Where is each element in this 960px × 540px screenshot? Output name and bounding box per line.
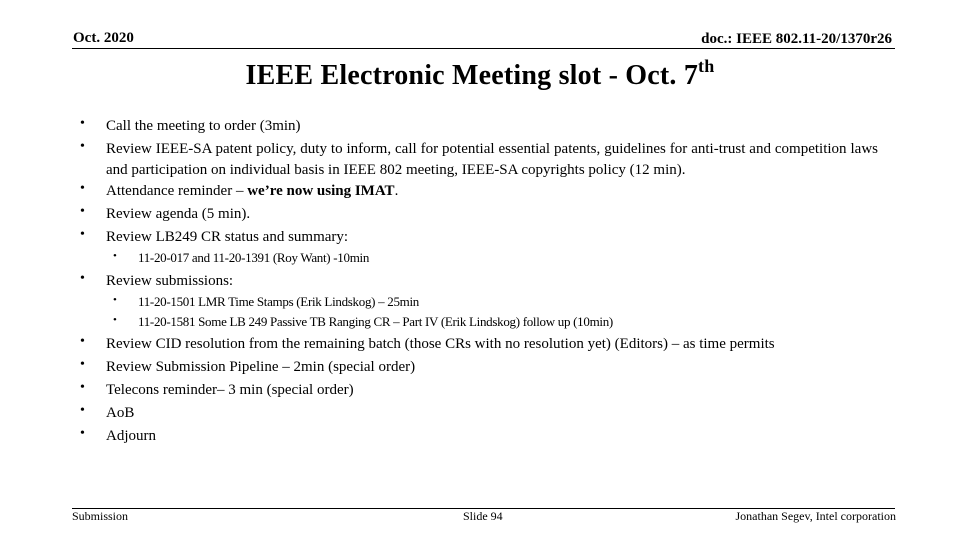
attendance-suffix: . [394, 183, 399, 199]
slide-title-text: IEEE Electronic Meeting slot - Oct. 7 [245, 60, 699, 91]
bullet-icon: • [80, 271, 85, 286]
bullet-icon: • [80, 380, 85, 395]
bullet-icon: • [80, 139, 85, 154]
footer-author: Jonathan Segev, Intel corporation [735, 509, 896, 523]
agenda-item-text [106, 181, 878, 202]
header-date: Oct. 2020 [73, 30, 134, 46]
agenda-subitem-text: 11-20-1581 Some LB 249 Passive TB Ranging CR – Part IV (Erik Lindskog) follow up (10min) [138, 314, 613, 329]
agenda-item-text: Review IEEE-SA patent policy, duty to inform, call for potential essential patents, guidelines for anti-trust and competition laws and participation on individual basis in IEEE 802 meeting, IEEE-SA copyrights policy (12 min). [106, 141, 878, 178]
bullet-icon: • [80, 204, 85, 219]
slide-title-superscript: th [698, 56, 715, 76]
bullet-icon: • [80, 181, 85, 196]
agenda-subitem-text: 11-20-1501 LMR Time Stamps (Erik Lindskog) – 25min [138, 294, 419, 309]
bullet-icon: • [80, 357, 85, 372]
bullet-icon: • [80, 334, 85, 349]
agenda-item-text: Review LB249 CR status and summary: [106, 229, 349, 245]
agenda-item-text: Review CID resolution from the remaining batch (those CRs with no resolution yet) (Editors) – as time permits [106, 336, 775, 352]
header-doc-id: doc.: IEEE 802.11-20/1370r26 [701, 31, 892, 47]
footer-slide-number: Slide 94 [463, 509, 503, 523]
bullet-icon: • [80, 403, 85, 418]
agenda-item-text: AoB [106, 405, 135, 421]
agenda-item-text: Review submissions: [106, 273, 234, 289]
agenda-subitem-text: 11-20-017 and 11-20-1391 (Roy Want) -10min [138, 250, 370, 265]
attendance-emphasis: we’re now using IMAT [247, 183, 395, 199]
bullet-icon: • [113, 314, 117, 326]
agenda-item-text: Telecons reminder– 3 min (special order) [106, 382, 354, 398]
bullet-icon: • [80, 227, 85, 242]
agenda-item-text: Call the meeting to order (3min) [106, 118, 301, 134]
bullet-icon: • [80, 426, 85, 441]
bullet-icon: • [113, 250, 117, 262]
bullet-icon: • [113, 294, 117, 306]
agenda-item-text: Adjourn [106, 428, 156, 444]
agenda-item-text: Review agenda (5 min). [106, 206, 251, 222]
agenda-item-text: Review Submission Pipeline – 2min (special order) [106, 359, 416, 375]
bullet-icon: • [80, 116, 85, 131]
attendance-prefix: Attendance reminder – [106, 183, 248, 199]
footer-submission: Submission [72, 509, 129, 523]
